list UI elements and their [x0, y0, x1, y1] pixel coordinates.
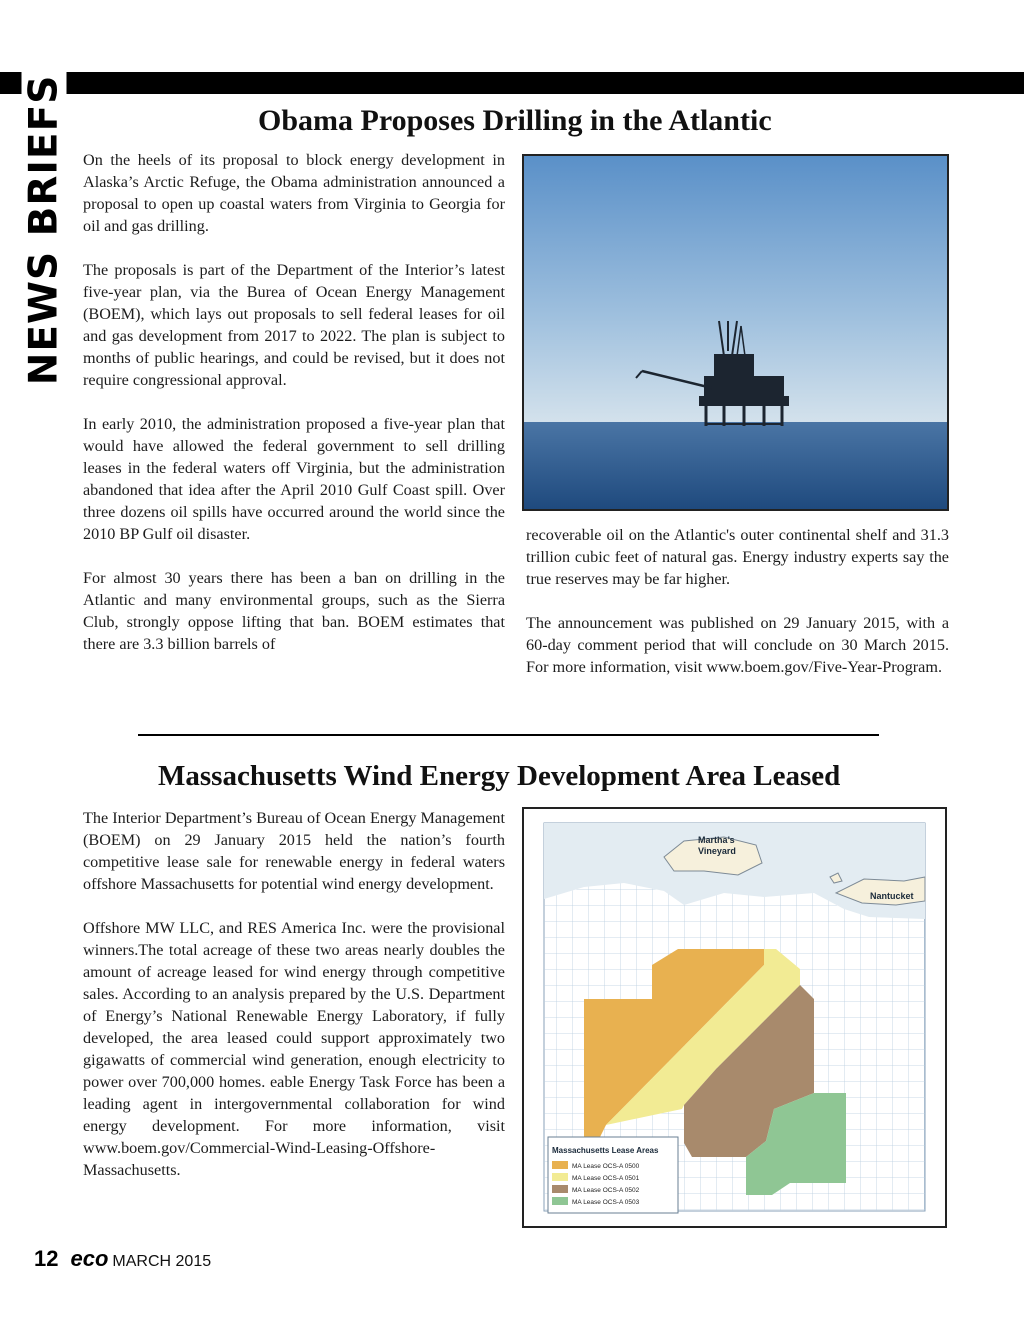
page-number: 12: [34, 1246, 59, 1271]
legend-swatch: [552, 1185, 568, 1193]
paragraph: In early 2010, the administration proposed a five-year plan that would have allowed the federal government to sell drilling leases in the federal waters off Virginia, but the administration abandoned that idea after the April 2010 Gulf Coast spill. Over three dozens oil spills have occurred around the world since the 2010 BP Gulf oil disaster.: [83, 415, 505, 543]
header-bar: [0, 72, 1024, 94]
lease-area-map: [522, 807, 947, 1228]
paragraph: Offshore MW LLC, and RES America Inc. were the provisional winners.The total acreage of these two areas nearly doubles the amount of acreage leased for wind energy through competitive sales. According to an analysis prepared by the U.S. Department of Energy’s National Renewable Energy Laboratory, if fully developed, the area leased could support approximately two gigawatts of commercial wind generation, enough electricity to power over 700,000 homes. eable Energy Task Force has been a leading agent in intergovernmental collaboration for wind energy development. For more information, visit www.boem.gov/Commercial-Wind-Leasing-Offshore-Massachusetts.: [83, 919, 505, 1179]
issue-date: MARCH 2015: [112, 1253, 212, 1270]
legend-label: MA Lease OCS-A 0500: [572, 1163, 640, 1170]
article1-title: Obama Proposes Drilling in the Atlantic: [258, 104, 772, 137]
magazine-name: eco: [70, 1246, 109, 1271]
paragraph: The announcement was published on 29 January 2015, with a 60-day comment period that will conclude on 30 March 2015. For more information, visit www.boem.gov/Five-Year-Program.: [526, 614, 949, 676]
marthas-vineyard-label: Martha’s: [698, 835, 735, 845]
legend-swatch: [552, 1197, 568, 1205]
legend-swatch: [552, 1173, 568, 1181]
footer: [34, 1246, 211, 1272]
section-tag: NEWS BRIEFS: [14, 200, 74, 260]
paragraph: For almost 30 years there has been a ban on drilling in the Atlantic and many environmental groups, such as the Sierra Club, strongly oppose lifting that ban. BOEM estimates that there are 3.3 billion barrels of: [83, 569, 505, 653]
legend-label: MA Lease OCS-A 0501: [572, 1175, 640, 1182]
section-divider: [138, 734, 879, 736]
legend-swatch: [552, 1161, 568, 1169]
article2-title: Massachusetts Wind Energy Development Area Leased: [158, 760, 841, 792]
article2-column: [83, 807, 505, 1181]
oil-platform-photo: [522, 154, 949, 511]
paragraph: On the heels of its proposal to block energy development in Alaska’s Arctic Refuge, the Obama administration announced a proposal to open up coastal waters from Virginia to Georgia for oil and gas drilling.: [83, 151, 505, 235]
paragraph: The Interior Department’s Bureau of Ocean Energy Management (BOEM) on 29 January 2015 held the nation’s fourth competitive lease sale for renewable energy in federal waters offshore Massachusetts for potential wind energy development.: [83, 809, 505, 893]
map-legend-title: Massachusetts Lease Areas: [552, 1146, 659, 1155]
marthas-vineyard-label-2: Vineyard: [698, 846, 736, 856]
article1-left-column: [83, 149, 505, 655]
nantucket-label: Nantucket: [870, 891, 914, 901]
article1-right-column: [526, 524, 949, 678]
paragraph: recoverable oil on the Atlantic's outer continental shelf and 31.3 trillion cubic feet of natural gas. Energy industry experts say the true reserves may be far higher.: [526, 526, 949, 588]
legend-label: MA Lease OCS-A 0502: [572, 1187, 640, 1194]
legend-label: MA Lease OCS-A 0503: [572, 1199, 640, 1206]
paragraph: The proposals is part of the Department of the Interior’s latest five-year plan, via the Burea of Ocean Energy Management (BOEM), which lays out proposals to sell federal leases for oil and gas development from 2017 to 2022. The plan is subject to months of public hearings, and could be revised, but it does not require congressional approval.: [83, 261, 505, 389]
